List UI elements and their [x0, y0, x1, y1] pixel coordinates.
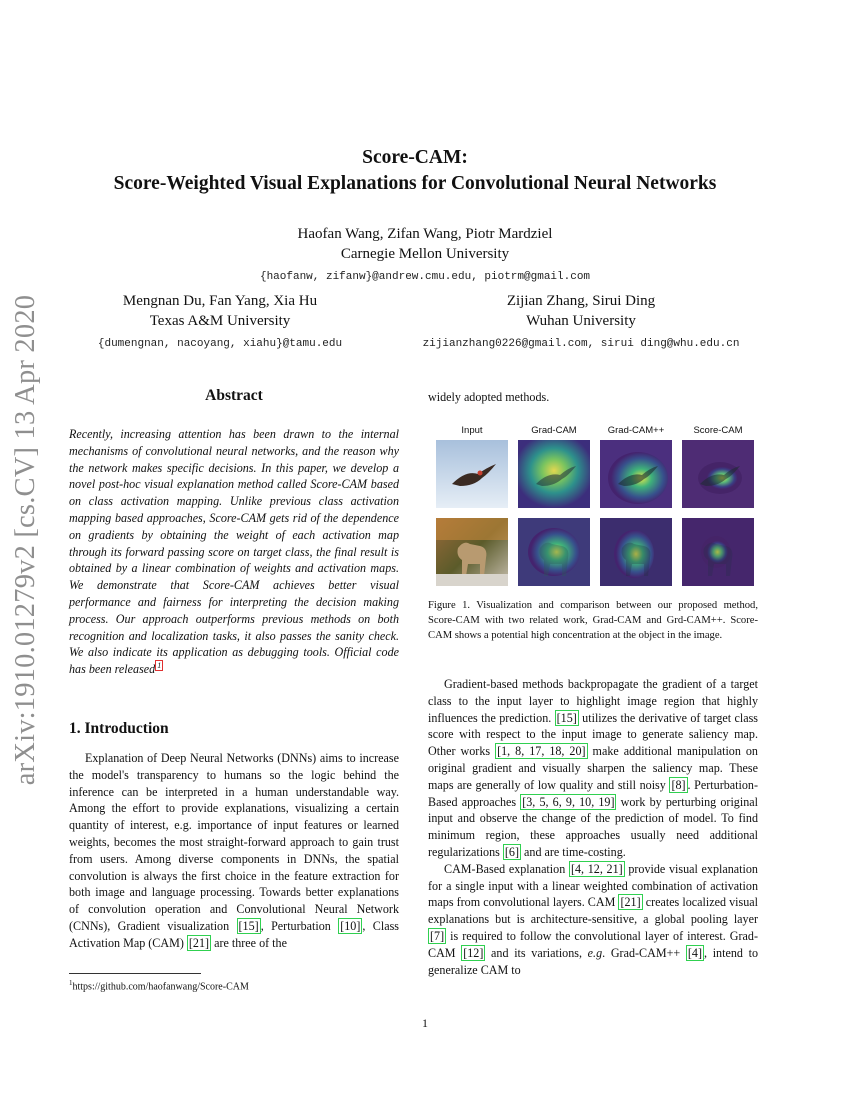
- section-heading-introduction: 1. Introduction: [69, 720, 169, 737]
- title-line-2: Score-Weighted Visual Explanations for Convolutional Neural Networks: [113, 173, 717, 194]
- footnote-link[interactable]: 1: [157, 661, 162, 671]
- paragraph-text: creates localized visual explanations but is architecture-sensitive, a global pooling layer: [428, 895, 758, 927]
- paragraph: [428, 676, 758, 861]
- citation-link[interactable]: [21]: [620, 895, 641, 910]
- paragraph-text: and its variations,: [485, 945, 588, 960]
- paper-title: [70, 145, 760, 197]
- figure-label-gradcam: Grad-CAM: [531, 425, 577, 436]
- citation-link[interactable]: [3, 5, 6, 9, 10, 19]: [522, 794, 615, 809]
- dog-gradcam-heatmap: [518, 518, 590, 586]
- paragraph-text: make additional manipulation on original gradient and visually sharpen the saliency map. These maps are generally of low quality and still noisy: [428, 744, 758, 792]
- right-column-lead: widely adopted methods.: [428, 390, 550, 404]
- abstract-heading: Abstract: [205, 387, 263, 404]
- citation-link[interactable]: [15]: [238, 918, 259, 933]
- figure-label-input: Input: [461, 425, 483, 436]
- footnote-url[interactable]: https://github.com/haofanwang/Score-CAM: [72, 981, 249, 993]
- abstract-text: Recently, increasing attention has been drawn to the internal mechanisms of convolutional neural networks, and the reason why the network makes specific decisions. In this paper, we develop a novel post-hoc visual explanation method called Score-CAM based on class activation mapping. Unlike previous class activation mapping based approaches, Score-CAM gets rid of the dependence on gradients by obtaining the weight of each activation map through its forward passing score on target class, the final result is obtained by a linear combination of weights and activation maps. We demonstrate that Score-CAM achieves better visual performance and fairness for interpreting the decision making process. Our approach outperforms previous methods on both recognition and localization tasks, it also passes the sanity check. We also indicate its application as debugging tools. Official code has been released: [69, 427, 399, 677]
- citation-link[interactable]: [12]: [463, 945, 484, 960]
- citation-link[interactable]: [8]: [671, 777, 686, 792]
- citation-link[interactable]: [6]: [504, 844, 519, 859]
- figure-1-caption: Figure 1. Visualization and comparison between our proposed method, Score-CAM with two related work, Grad-CAM and Grd-CAM++. Score-CAM shows a potential high concentration at the object in the image.: [428, 600, 758, 641]
- introduction-body: [69, 750, 399, 952]
- citation-link[interactable]: [7]: [430, 928, 445, 943]
- author-email[interactable]: zijianzhang0226@gmail.com, sirui ding@whu.edu.cn: [422, 338, 740, 350]
- author-group-tamu: [55, 291, 385, 353]
- figure-label-gradcampp: Grad-CAM++: [607, 425, 665, 436]
- citation-link[interactable]: [10]: [340, 918, 361, 933]
- paragraph: [69, 750, 399, 952]
- abstract-body: [69, 426, 399, 678]
- paragraph-text: , Perturbation: [260, 918, 331, 933]
- author-affiliation: Wuhan University: [526, 313, 636, 329]
- paragraph-text: is required to follow the convolutional layer of interest. Grad-CAM: [428, 928, 758, 960]
- paragraph: [428, 861, 758, 979]
- paragraph-text: CAM-Based explanation: [444, 861, 569, 876]
- footnote: [69, 977, 249, 993]
- author-names: Mengnan Du, Fan Yang, Xia Hu: [122, 293, 318, 309]
- author-group-whu: [376, 291, 786, 353]
- arxiv-identifier: [2, 292, 50, 787]
- footnote-divider: [69, 973, 201, 974]
- paragraph-text: work by perturbing original input and observe the change of the prediction of model. To find minimum region, these approaches usually need additional regularizations: [428, 794, 758, 859]
- dog-input-image: [436, 518, 508, 586]
- right-column-body: [428, 676, 758, 978]
- author-email[interactable]: {haofanw, zifanw}@andrew.cmu.edu, piotrm@gmail.com: [259, 271, 591, 283]
- paragraph-text: , intend to generalize CAM to: [428, 945, 758, 977]
- author-affiliation: Texas A&M University: [149, 313, 291, 329]
- paragraph-text: . Grad-CAM++: [602, 945, 686, 960]
- arxiv-identifier-text: arXiv:1910.01279v2 [cs.CV] 13 Apr 2020: [10, 294, 42, 785]
- author-names: Zijian Zhang, Sirui Ding: [506, 293, 656, 309]
- bird-scorecam-heatmap: [682, 440, 754, 508]
- paragraph-text: , Class Activation Map (CAM): [69, 918, 399, 950]
- author-names: Haofan Wang, Zifan Wang, Piotr Mardziel: [297, 226, 553, 242]
- paragraph-text: provide visual explanation for a single input with a linear weighted combination of activation maps from convolutional layers. CAM: [428, 861, 758, 910]
- page-number: 1: [422, 1016, 428, 1030]
- dog-gradcampp-heatmap: [600, 518, 672, 586]
- paragraph-text: are three of the: [211, 935, 287, 950]
- citation-link[interactable]: [4]: [687, 945, 702, 960]
- author-affiliation: Carnegie Mellon University: [340, 246, 510, 262]
- paragraph-text: Explanation of Deep Neural Networks (DNNs) aims to increase the model's transparency to humans so the logic behind the inference can be interpreted in a human understandable way. Among the effort to provide explanations, visualizing a certain quantity of interest, e.g. importance of input features or learned weights, becomes the most straight-forward approach to gain trust from users. Among diverse components in DNNs, the spatial convolution is always the first choice in the feature extraction for both image and language processing. Towards better explanations of convolution operation and Convolutional Neural Network (CNNs), Gradient visualization: [69, 751, 399, 933]
- bird-gradcam-heatmap: [518, 440, 590, 508]
- figure-label-scorecam: Score-CAM: [693, 425, 743, 436]
- citation-link[interactable]: [21]: [188, 935, 210, 950]
- paragraph-text: Gradient-based methods backpropagate the gradient of a target class to the input layer to highlight image region that highly influences the prediction.: [428, 677, 758, 725]
- citation-link[interactable]: [1, 8, 17, 18, 20]: [497, 744, 586, 759]
- title-line-1: Score-CAM:: [362, 147, 468, 168]
- paragraph-text: utilizes the derivative of target class score with respect to the input image to generate saliency map. Other works: [428, 710, 758, 759]
- citation-link[interactable]: [15]: [556, 710, 577, 725]
- dog-scorecam-heatmap: [682, 518, 754, 586]
- bird-input-image: [436, 440, 508, 508]
- paragraph-text: . Perturbation-Based approaches: [428, 777, 758, 809]
- paragraph-text: and are time-costing.: [521, 844, 626, 859]
- paragraph-text: e.g: [587, 945, 603, 960]
- author-group-cmu: [210, 224, 640, 286]
- author-email[interactable]: {dumengnan, nacoyang, xiahu}@tamu.edu: [97, 338, 343, 350]
- footnote-mark: 1: [69, 979, 73, 987]
- figure-1: [432, 422, 760, 590]
- bird-gradcampp-heatmap: [600, 440, 672, 508]
- citation-link[interactable]: [4, 12, 21]: [570, 861, 623, 876]
